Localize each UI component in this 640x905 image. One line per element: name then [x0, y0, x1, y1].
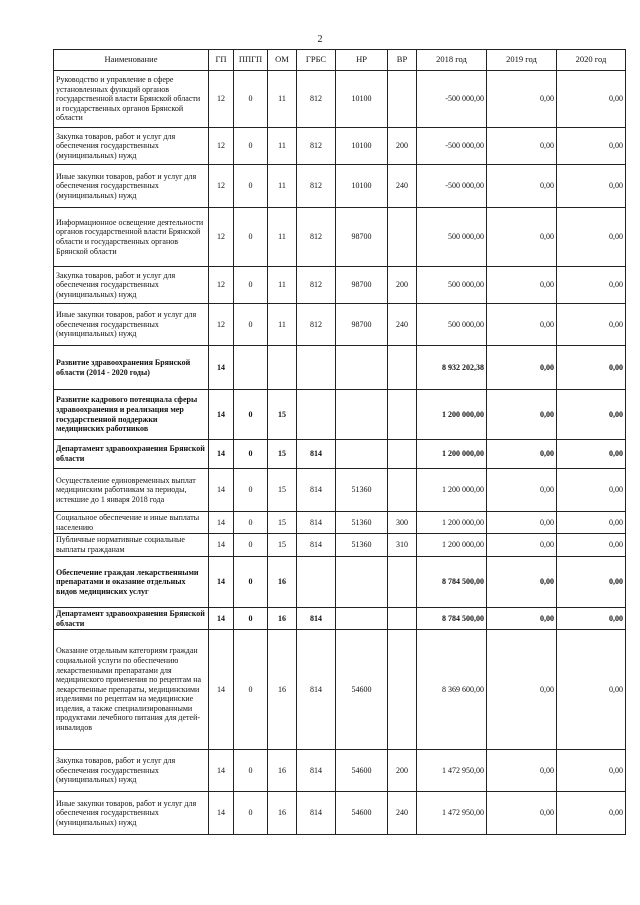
- row-amount-2019: 0,00: [487, 630, 557, 750]
- row-nr: 10100: [336, 128, 388, 165]
- row-amount-2019: 0,00: [487, 208, 557, 267]
- header-row: [54, 50, 626, 71]
- row-om: 11: [268, 71, 297, 128]
- row-amount-2020: 0,00: [557, 128, 626, 165]
- row-vr: [388, 208, 417, 267]
- row-name: Департамент здравоохранения Брянской области: [54, 440, 209, 469]
- row-amount-2018: 1 200 000,00: [417, 512, 487, 534]
- row-vr: [388, 346, 417, 390]
- row-om: 15: [268, 534, 297, 557]
- row-nr: [336, 557, 388, 608]
- row-nr: 54600: [336, 750, 388, 792]
- table-row: [54, 469, 626, 512]
- row-amount-2020: 0,00: [557, 512, 626, 534]
- row-grbs: 814: [297, 630, 336, 750]
- row-ppgp: 0: [234, 792, 268, 835]
- row-amount-2020: 0,00: [557, 304, 626, 346]
- row-vr: [388, 440, 417, 469]
- row-om: 16: [268, 557, 297, 608]
- row-grbs: 814: [297, 750, 336, 792]
- row-gp: 14: [209, 608, 234, 630]
- row-om: 11: [268, 165, 297, 208]
- row-amount-2018: 500 000,00: [417, 267, 487, 304]
- table-row: [54, 630, 626, 750]
- row-nr: 98700: [336, 304, 388, 346]
- row-ppgp: 0: [234, 267, 268, 304]
- table-row: [54, 71, 626, 128]
- row-gp: 14: [209, 750, 234, 792]
- header-om: ОМ: [268, 50, 297, 71]
- row-nr: 10100: [336, 71, 388, 128]
- row-amount-2020: 0,00: [557, 346, 626, 390]
- row-amount-2019: 0,00: [487, 390, 557, 440]
- row-amount-2019: 0,00: [487, 534, 557, 557]
- row-grbs: 814: [297, 469, 336, 512]
- table-row: [54, 512, 626, 534]
- row-amount-2018: -500 000,00: [417, 71, 487, 128]
- row-nr: 54600: [336, 792, 388, 835]
- row-vr: 310: [388, 534, 417, 557]
- row-ppgp: 0: [234, 390, 268, 440]
- table-row: [54, 304, 626, 346]
- row-vr: 200: [388, 128, 417, 165]
- row-amount-2020: 0,00: [557, 71, 626, 128]
- row-gp: 12: [209, 128, 234, 165]
- row-om: 16: [268, 608, 297, 630]
- header-ppgp: ППГП: [234, 50, 268, 71]
- row-vr: 240: [388, 165, 417, 208]
- table-row: [54, 346, 626, 390]
- table-row: [54, 557, 626, 608]
- row-name: Закупка товаров, работ и услуг для обеспечения государственных (муниципальных) нужд: [54, 128, 209, 165]
- row-name: Руководство и управление в сфере установленных функций органов государственной власти Брянской области и государственных органов Брянской области: [54, 71, 209, 128]
- header-grbs: ГРБС: [297, 50, 336, 71]
- row-vr: 200: [388, 750, 417, 792]
- row-grbs: [297, 557, 336, 608]
- row-amount-2018: -500 000,00: [417, 128, 487, 165]
- row-amount-2018: 500 000,00: [417, 304, 487, 346]
- row-gp: 14: [209, 512, 234, 534]
- page-number: 2: [317, 34, 323, 45]
- row-ppgp: 0: [234, 750, 268, 792]
- row-ppgp: 0: [234, 128, 268, 165]
- header-2019: 2019 год: [487, 50, 557, 71]
- row-gp: 14: [209, 534, 234, 557]
- table-row: [54, 165, 626, 208]
- row-nr: 10100: [336, 165, 388, 208]
- row-amount-2018: 1 200 000,00: [417, 390, 487, 440]
- row-gp: 12: [209, 71, 234, 128]
- table-row: [54, 750, 626, 792]
- row-ppgp: 0: [234, 608, 268, 630]
- row-om: 16: [268, 750, 297, 792]
- row-gp: 14: [209, 440, 234, 469]
- table-body: [54, 71, 626, 835]
- row-amount-2020: 0,00: [557, 608, 626, 630]
- row-amount-2019: 0,00: [487, 346, 557, 390]
- row-amount-2019: 0,00: [487, 128, 557, 165]
- row-name: Иные закупки товаров, работ и услуг для обеспечения государственных (муниципальных) нужд: [54, 165, 209, 208]
- row-gp: 14: [209, 390, 234, 440]
- row-om: [268, 346, 297, 390]
- row-om: 16: [268, 630, 297, 750]
- row-ppgp: 0: [234, 534, 268, 557]
- row-ppgp: 0: [234, 512, 268, 534]
- row-amount-2018: 500 000,00: [417, 208, 487, 267]
- row-nr: 54600: [336, 630, 388, 750]
- table-row: [54, 792, 626, 835]
- row-name: Обеспечение граждан лекарственными препаратами и оказание отдельных видов медицинских услуг: [54, 557, 209, 608]
- row-om: 15: [268, 469, 297, 512]
- row-name: Социальное обеспечение и иные выплаты населению: [54, 512, 209, 534]
- table-row: [54, 208, 626, 267]
- row-nr: 51360: [336, 469, 388, 512]
- row-gp: 12: [209, 208, 234, 267]
- row-amount-2018: 1 200 000,00: [417, 440, 487, 469]
- row-vr: [388, 71, 417, 128]
- row-amount-2019: 0,00: [487, 557, 557, 608]
- row-name: Закупка товаров, работ и услуг для обеспечения государственных (муниципальных) нужд: [54, 750, 209, 792]
- row-ppgp: 0: [234, 630, 268, 750]
- header-2018: 2018 год: [417, 50, 487, 71]
- row-name: Иные закупки товаров, работ и услуг для обеспечения государственных (муниципальных) нужд: [54, 304, 209, 346]
- row-amount-2019: 0,00: [487, 512, 557, 534]
- row-gp: 14: [209, 469, 234, 512]
- row-grbs: [297, 390, 336, 440]
- row-amount-2019: 0,00: [487, 165, 557, 208]
- row-amount-2018: -500 000,00: [417, 165, 487, 208]
- row-amount-2018: 1 472 950,00: [417, 792, 487, 835]
- row-amount-2020: 0,00: [557, 534, 626, 557]
- row-amount-2018: 1 200 000,00: [417, 534, 487, 557]
- row-nr: 98700: [336, 267, 388, 304]
- row-vr: [388, 469, 417, 512]
- row-om: 11: [268, 128, 297, 165]
- row-amount-2018: 8 784 500,00: [417, 557, 487, 608]
- row-amount-2020: 0,00: [557, 750, 626, 792]
- row-amount-2020: 0,00: [557, 440, 626, 469]
- row-gp: 12: [209, 304, 234, 346]
- budget-table: [53, 49, 626, 835]
- row-grbs: 814: [297, 512, 336, 534]
- row-amount-2019: 0,00: [487, 71, 557, 128]
- row-name: Департамент здравоохранения Брянской области: [54, 608, 209, 630]
- table-row: [54, 128, 626, 165]
- row-vr: 300: [388, 512, 417, 534]
- row-grbs: 814: [297, 792, 336, 835]
- row-grbs: 812: [297, 304, 336, 346]
- row-amount-2020: 0,00: [557, 630, 626, 750]
- header-vr: ВР: [388, 50, 417, 71]
- row-nr: [336, 346, 388, 390]
- row-amount-2019: 0,00: [487, 608, 557, 630]
- table-row: [54, 267, 626, 304]
- row-vr: 240: [388, 792, 417, 835]
- row-name: Иные закупки товаров, работ и услуг для обеспечения государственных (муниципальных) нужд: [54, 792, 209, 835]
- row-ppgp: [234, 346, 268, 390]
- row-om: 11: [268, 304, 297, 346]
- row-amount-2019: 0,00: [487, 267, 557, 304]
- row-ppgp: 0: [234, 208, 268, 267]
- header-2020: 2020 год: [557, 50, 626, 71]
- row-amount-2020: 0,00: [557, 792, 626, 835]
- row-ppgp: 0: [234, 71, 268, 128]
- row-name: Развитие здравоохранения Брянской области (2014 - 2020 годы): [54, 346, 209, 390]
- row-nr: 98700: [336, 208, 388, 267]
- row-grbs: 814: [297, 608, 336, 630]
- row-om: 11: [268, 208, 297, 267]
- row-amount-2019: 0,00: [487, 304, 557, 346]
- row-grbs: [297, 346, 336, 390]
- row-amount-2020: 0,00: [557, 557, 626, 608]
- row-name: Оказание отдельным категориям граждан социальной услуги по обеспечению лекарственными препаратами для медицинского применения по рецептам на лекарственные препараты, медицинскими изделиями по рецептам на медицинские изделия, а также специализированными продуктами лечебного питания для детей-инвалидов: [54, 630, 209, 750]
- row-amount-2020: 0,00: [557, 165, 626, 208]
- row-vr: [388, 390, 417, 440]
- row-nr: 51360: [336, 534, 388, 557]
- row-vr: [388, 557, 417, 608]
- row-grbs: 812: [297, 165, 336, 208]
- row-om: 16: [268, 792, 297, 835]
- row-ppgp: 0: [234, 165, 268, 208]
- row-om: 15: [268, 512, 297, 534]
- row-amount-2019: 0,00: [487, 792, 557, 835]
- row-gp: 14: [209, 346, 234, 390]
- header-gp: ГП: [209, 50, 234, 71]
- row-nr: [336, 440, 388, 469]
- row-grbs: 814: [297, 534, 336, 557]
- row-name: Осуществление единовременных выплат медицинским работникам за периоды, истекшие до 1 января 2018 года: [54, 469, 209, 512]
- header-name: Наименование: [54, 50, 209, 71]
- row-vr: [388, 630, 417, 750]
- row-name: Информационное освещение деятельности органов государственной власти Брянской области и государственных органов Брянской области: [54, 208, 209, 267]
- row-amount-2019: 0,00: [487, 440, 557, 469]
- row-vr: 200: [388, 267, 417, 304]
- header-nr: НР: [336, 50, 388, 71]
- row-amount-2018: 8 932 202,38: [417, 346, 487, 390]
- row-grbs: 812: [297, 128, 336, 165]
- row-grbs: 814: [297, 440, 336, 469]
- row-ppgp: 0: [234, 304, 268, 346]
- row-amount-2018: 8 369 600,00: [417, 630, 487, 750]
- row-vr: 240: [388, 304, 417, 346]
- row-om: 11: [268, 267, 297, 304]
- row-amount-2020: 0,00: [557, 208, 626, 267]
- table-row: [54, 608, 626, 630]
- row-ppgp: 0: [234, 440, 268, 469]
- row-name: Развитие кадрового потенциала сферы здравоохранения и реализация мер государственной поддержки медицинских работников: [54, 390, 209, 440]
- row-amount-2019: 0,00: [487, 750, 557, 792]
- row-amount-2020: 0,00: [557, 390, 626, 440]
- row-ppgp: 0: [234, 557, 268, 608]
- row-grbs: 812: [297, 267, 336, 304]
- row-gp: 14: [209, 630, 234, 750]
- row-nr: [336, 608, 388, 630]
- table-row: [54, 390, 626, 440]
- table-row: [54, 440, 626, 469]
- row-amount-2020: 0,00: [557, 267, 626, 304]
- row-amount-2018: 8 784 500,00: [417, 608, 487, 630]
- row-vr: [388, 608, 417, 630]
- row-name: Публичные нормативные социальные выплаты гражданам: [54, 534, 209, 557]
- row-grbs: 812: [297, 208, 336, 267]
- row-nr: 51360: [336, 512, 388, 534]
- row-nr: [336, 390, 388, 440]
- row-amount-2018: 1 200 000,00: [417, 469, 487, 512]
- row-gp: 14: [209, 557, 234, 608]
- row-om: 15: [268, 390, 297, 440]
- table-row: [54, 534, 626, 557]
- row-amount-2020: 0,00: [557, 469, 626, 512]
- row-om: 15: [268, 440, 297, 469]
- row-ppgp: 0: [234, 469, 268, 512]
- row-name: Закупка товаров, работ и услуг для обеспечения государственных (муниципальных) нужд: [54, 267, 209, 304]
- row-gp: 14: [209, 792, 234, 835]
- row-gp: 12: [209, 165, 234, 208]
- row-grbs: 812: [297, 71, 336, 128]
- row-amount-2019: 0,00: [487, 469, 557, 512]
- row-amount-2018: 1 472 950,00: [417, 750, 487, 792]
- row-gp: 12: [209, 267, 234, 304]
